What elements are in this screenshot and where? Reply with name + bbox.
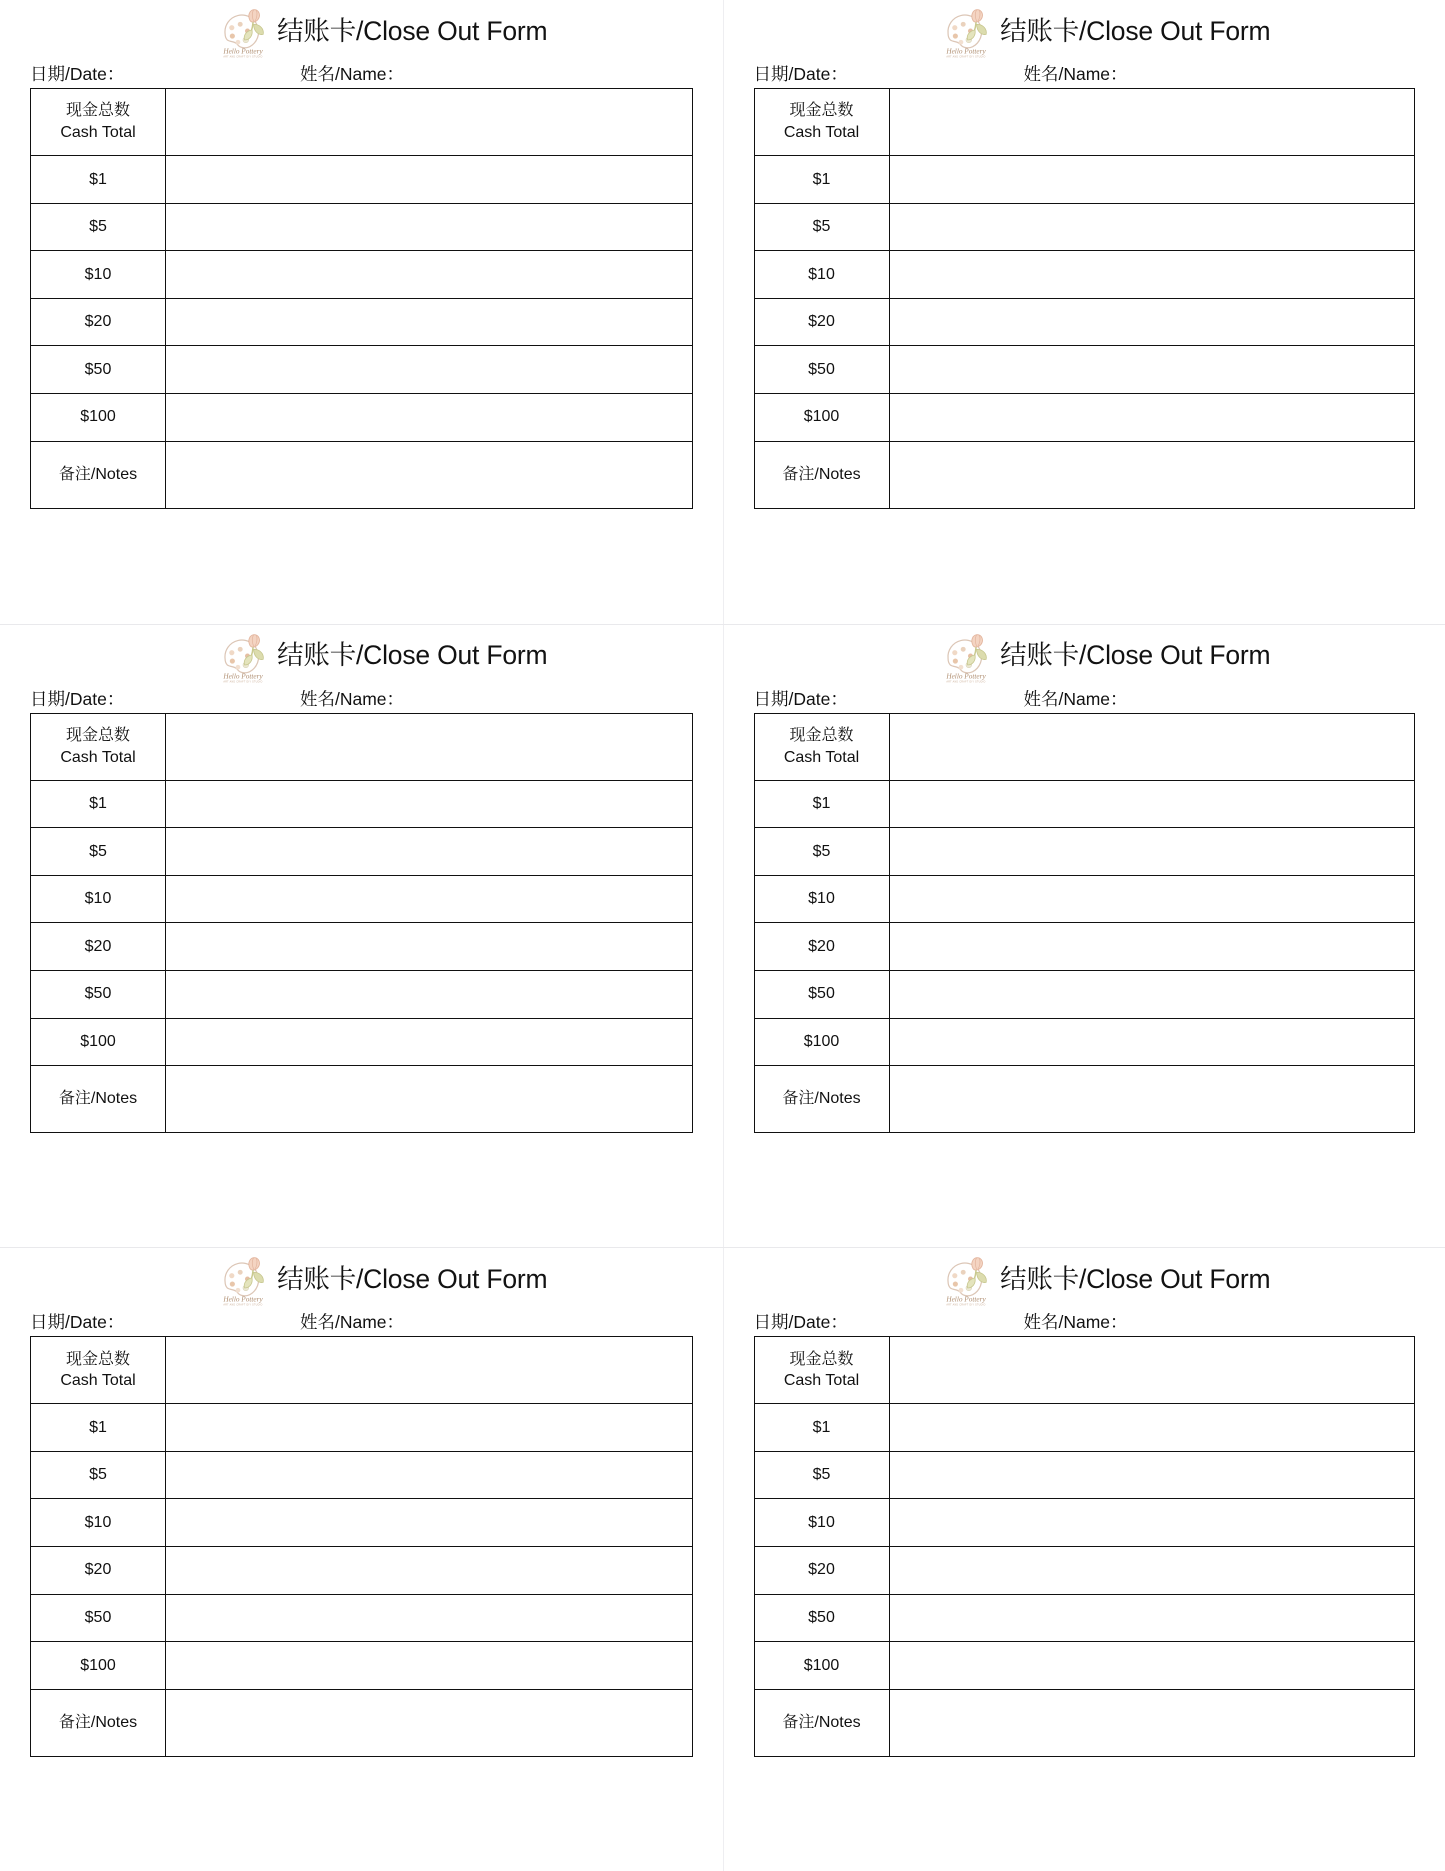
svg-text:ART AND CRAFT DIY STUDIO: ART AND CRAFT DIY STUDIO — [223, 1304, 263, 1307]
card-header — [754, 1248, 1416, 1310]
row-label-cash-total — [754, 713, 889, 780]
row-value-5[interactable] — [166, 1451, 693, 1499]
table-row — [31, 298, 693, 346]
date-field-label: 日期/Date： — [30, 64, 125, 84]
row-label-1: $1 — [31, 780, 166, 828]
close-out-form-card — [0, 625, 723, 1248]
table-row — [754, 1546, 1415, 1594]
table-row — [754, 298, 1415, 346]
table-row — [754, 1689, 1415, 1756]
row-value-100[interactable] — [166, 1018, 693, 1066]
row-label-10: $10 — [754, 875, 889, 923]
row-value-10[interactable] — [166, 875, 693, 923]
row-value-50[interactable] — [166, 346, 693, 394]
row-label-cash-total — [754, 89, 889, 156]
row-label-50: $50 — [31, 970, 166, 1018]
row-label-1: $1 — [31, 1404, 166, 1452]
table-row — [754, 970, 1415, 1018]
table-row — [31, 1499, 693, 1547]
table-row — [31, 1546, 693, 1594]
row-label-50: $50 — [754, 346, 889, 394]
row-value-notes[interactable] — [889, 1689, 1415, 1756]
close-out-form-card — [723, 1248, 1445, 1871]
table-row — [31, 875, 693, 923]
name-field-label: 姓名/Name： — [1023, 64, 1128, 84]
row-label-20: $20 — [754, 1546, 889, 1594]
cash-count-table — [30, 713, 693, 1134]
row-value-10[interactable] — [889, 251, 1415, 299]
row-label-20: $20 — [31, 923, 166, 971]
row-value-100[interactable] — [166, 393, 693, 441]
row-value-10[interactable] — [166, 251, 693, 299]
row-value-10[interactable] — [889, 1499, 1415, 1547]
row-value-5[interactable] — [889, 203, 1415, 251]
row-label-50: $50 — [31, 346, 166, 394]
row-label-cash-total — [31, 713, 166, 780]
row-label-1: $1 — [754, 1404, 889, 1452]
row-label-10: $10 — [754, 1499, 889, 1547]
cash-total-label-zh: 现金总数 — [65, 1350, 130, 1368]
row-value-100[interactable] — [166, 1642, 693, 1690]
row-label-5: $5 — [31, 203, 166, 251]
cash-count-table — [30, 1336, 693, 1757]
row-value-50[interactable] — [166, 970, 693, 1018]
table-row — [754, 1337, 1415, 1404]
row-value-1[interactable] — [889, 1404, 1415, 1452]
table-row — [31, 203, 693, 251]
table-row — [754, 156, 1415, 204]
name-field-label: 姓名/Name： — [1023, 688, 1128, 709]
table-row — [31, 251, 693, 299]
cash-count-table — [754, 88, 1416, 509]
page-title: 结账卡/Close Out Form — [277, 1263, 548, 1294]
table-row — [31, 1018, 693, 1066]
row-value-1[interactable] — [166, 780, 693, 828]
row-value-cash-total[interactable] — [166, 1337, 693, 1404]
row-label-5: $5 — [754, 203, 889, 251]
row-value-20[interactable] — [166, 298, 693, 346]
card-row — [0, 1247, 1445, 1871]
row-label-5: $5 — [31, 1451, 166, 1499]
row-label-1: $1 — [754, 780, 889, 828]
row-label-5: $5 — [754, 828, 889, 876]
name-field-label: 姓名/Name： — [300, 688, 405, 709]
row-value-50[interactable] — [889, 346, 1415, 394]
table-row — [754, 251, 1415, 299]
row-value-100[interactable] — [889, 1642, 1415, 1690]
table-row — [754, 780, 1415, 828]
form-meta-line — [754, 62, 1416, 88]
row-label-5: $5 — [31, 828, 166, 876]
cash-count-table — [30, 88, 693, 509]
cash-total-label-zh: 现金总数 — [789, 727, 854, 744]
form-meta-line — [754, 687, 1416, 713]
table-row — [754, 1642, 1415, 1690]
card-row — [0, 624, 1445, 1248]
card-header — [754, 0, 1416, 62]
name-field-label: 姓名/Name： — [300, 64, 405, 84]
svg-text:ART AND CRAFT DIY STUDIO: ART AND CRAFT DIY STUDIO — [946, 680, 986, 683]
table-row — [31, 393, 693, 441]
row-label-10: $10 — [31, 1499, 166, 1547]
row-label-100: $100 — [31, 1642, 166, 1690]
name-field-label: 姓名/Name： — [1023, 1312, 1128, 1333]
row-value-20[interactable] — [889, 1546, 1415, 1594]
row-label-20: $20 — [31, 1546, 166, 1594]
form-meta-line — [754, 1310, 1416, 1336]
row-label-cash-total — [31, 89, 166, 156]
table-row — [31, 89, 693, 156]
table-row — [31, 1642, 693, 1690]
table-row — [31, 346, 693, 394]
form-meta-line — [30, 1310, 693, 1336]
row-value-notes[interactable] — [166, 1066, 693, 1133]
row-value-50[interactable] — [889, 970, 1415, 1018]
close-out-form-card — [0, 1248, 723, 1871]
svg-text:ART AND CRAFT DIY STUDIO: ART AND CRAFT DIY STUDIO — [946, 1304, 986, 1307]
row-value-cash-total[interactable] — [889, 89, 1415, 156]
row-label-notes: 备注/Notes — [31, 1066, 166, 1133]
card-header — [30, 1248, 693, 1310]
cash-total-label-en: Cash Total — [60, 124, 136, 141]
form-meta-line — [30, 687, 693, 713]
card-header — [754, 625, 1416, 687]
row-label-100: $100 — [31, 1018, 166, 1066]
row-label-50: $50 — [31, 1594, 166, 1642]
row-value-10[interactable] — [889, 875, 1415, 923]
row-label-10: $10 — [754, 251, 889, 299]
page-title: 结账卡/Close Out Form — [277, 15, 548, 46]
cash-total-label-zh: 现金总数 — [789, 102, 854, 120]
row-value-1[interactable] — [889, 780, 1415, 828]
table-row — [31, 156, 693, 204]
table-row — [754, 875, 1415, 923]
table-row — [754, 1594, 1415, 1642]
svg-text:Hello Pottery: Hello Pottery — [946, 47, 986, 56]
table-row — [754, 713, 1415, 780]
row-label-notes: 备注/Notes — [31, 1689, 166, 1756]
close-out-form-card — [723, 0, 1445, 624]
row-value-notes[interactable] — [889, 441, 1415, 508]
row-label-notes: 备注/Notes — [754, 1689, 889, 1756]
row-value-50[interactable] — [889, 1594, 1415, 1642]
row-value-notes[interactable] — [166, 441, 693, 508]
row-label-100: $100 — [754, 1642, 889, 1690]
card-header — [30, 625, 693, 687]
table-row — [754, 441, 1415, 508]
page-title: 结账卡/Close Out Form — [1000, 15, 1271, 46]
cash-total-label-en: Cash Total — [60, 1372, 136, 1390]
close-out-form-card — [0, 0, 723, 624]
page-title: 结账卡/Close Out Form — [1000, 640, 1271, 671]
svg-text:Hello Pottery: Hello Pottery — [223, 671, 263, 680]
row-label-notes: 备注/Notes — [754, 1066, 889, 1133]
row-label-5: $5 — [754, 1451, 889, 1499]
row-value-5[interactable] — [166, 828, 693, 876]
cash-count-table — [754, 1336, 1416, 1757]
row-label-cash-total — [31, 1337, 166, 1404]
table-row — [754, 1451, 1415, 1499]
svg-text:ART AND CRAFT DIY STUDIO: ART AND CRAFT DIY STUDIO — [223, 680, 263, 683]
row-label-notes: 备注/Notes — [754, 441, 889, 508]
table-row — [754, 89, 1415, 156]
svg-text:Hello Pottery: Hello Pottery — [223, 47, 263, 56]
row-value-cash-total[interactable] — [166, 713, 693, 780]
table-row — [31, 441, 693, 508]
table-row — [31, 923, 693, 971]
table-row — [754, 1499, 1415, 1547]
row-label-notes: 备注/Notes — [31, 441, 166, 508]
date-field-label: 日期/Date： — [753, 688, 848, 709]
table-row — [754, 1404, 1415, 1452]
table-row — [31, 1404, 693, 1452]
close-out-form-card — [723, 625, 1445, 1248]
row-value-notes[interactable] — [166, 1689, 693, 1756]
table-row — [31, 1689, 693, 1756]
form-meta-line — [30, 62, 693, 88]
table-row — [31, 713, 693, 780]
cash-total-label-en: Cash Total — [60, 748, 136, 766]
date-field-label: 日期/Date： — [753, 64, 848, 84]
name-field-label: 姓名/Name： — [300, 1312, 405, 1333]
cash-total-label-zh: 现金总数 — [789, 1350, 854, 1368]
date-field-label: 日期/Date： — [30, 688, 125, 709]
row-value-50[interactable] — [166, 1594, 693, 1642]
table-row — [31, 1451, 693, 1499]
table-row — [31, 970, 693, 1018]
row-value-100[interactable] — [889, 1018, 1415, 1066]
svg-text:ART AND CRAFT DIY STUDIO: ART AND CRAFT DIY STUDIO — [223, 56, 263, 59]
pottery-palette-logo-icon — [215, 628, 271, 684]
date-field-label: 日期/Date： — [30, 1312, 125, 1333]
card-header — [30, 0, 693, 62]
cash-total-label-zh: 现金总数 — [65, 102, 130, 120]
table-row — [31, 828, 693, 876]
table-row — [31, 1337, 693, 1404]
table-row — [754, 828, 1415, 876]
table-row — [754, 1018, 1415, 1066]
table-row — [31, 1594, 693, 1642]
svg-text:Hello Pottery: Hello Pottery — [946, 671, 986, 680]
row-label-20: $20 — [31, 298, 166, 346]
row-value-5[interactable] — [889, 1451, 1415, 1499]
cash-total-label-en: Cash Total — [783, 1372, 860, 1390]
svg-text:Hello Pottery: Hello Pottery — [223, 1295, 263, 1304]
row-value-1[interactable] — [166, 1404, 693, 1452]
pottery-palette-logo-icon — [938, 628, 994, 684]
row-label-cash-total — [754, 1337, 889, 1404]
svg-text:ART AND CRAFT DIY STUDIO: ART AND CRAFT DIY STUDIO — [946, 56, 986, 59]
table-row — [31, 780, 693, 828]
row-label-50: $50 — [754, 1594, 889, 1642]
row-value-1[interactable] — [166, 156, 693, 204]
row-label-50: $50 — [754, 970, 889, 1018]
row-label-100: $100 — [754, 1018, 889, 1066]
svg-text:Hello Pottery: Hello Pottery — [946, 1295, 986, 1304]
row-value-20[interactable] — [889, 298, 1415, 346]
pottery-palette-logo-icon — [215, 1251, 271, 1307]
row-label-100: $100 — [31, 393, 166, 441]
row-value-cash-total[interactable] — [166, 89, 693, 156]
cash-total-label-en: Cash Total — [783, 124, 860, 141]
row-label-1: $1 — [31, 156, 166, 204]
card-row — [0, 0, 1445, 624]
cash-total-label-zh: 现金总数 — [65, 727, 130, 744]
row-value-cash-total[interactable] — [889, 713, 1415, 780]
row-label-10: $10 — [31, 251, 166, 299]
page-title: 结账卡/Close Out Form — [277, 640, 548, 671]
row-value-20[interactable] — [889, 923, 1415, 971]
table-row — [754, 923, 1415, 971]
row-value-20[interactable] — [166, 923, 693, 971]
row-label-100: $100 — [754, 393, 889, 441]
pottery-palette-logo-icon — [938, 3, 994, 59]
cash-total-label-en: Cash Total — [783, 748, 860, 766]
table-row — [754, 346, 1415, 394]
cash-count-table — [754, 713, 1416, 1134]
row-value-cash-total[interactable] — [889, 1337, 1415, 1404]
pottery-palette-logo-icon — [938, 1251, 994, 1307]
row-value-1[interactable] — [889, 156, 1415, 204]
row-label-10: $10 — [31, 875, 166, 923]
page-title: 结账卡/Close Out Form — [1000, 1263, 1271, 1294]
row-value-5[interactable] — [166, 203, 693, 251]
date-field-label: 日期/Date： — [753, 1312, 848, 1333]
row-value-100[interactable] — [889, 393, 1415, 441]
pottery-palette-logo-icon — [215, 3, 271, 59]
row-value-20[interactable] — [166, 1546, 693, 1594]
table-row — [754, 1066, 1415, 1133]
table-row — [31, 1066, 693, 1133]
row-label-1: $1 — [754, 156, 889, 204]
row-label-20: $20 — [754, 298, 889, 346]
row-label-20: $20 — [754, 923, 889, 971]
table-row — [754, 203, 1415, 251]
table-row — [754, 393, 1415, 441]
row-value-5[interactable] — [889, 828, 1415, 876]
row-value-10[interactable] — [166, 1499, 693, 1547]
row-value-notes[interactable] — [889, 1066, 1415, 1133]
